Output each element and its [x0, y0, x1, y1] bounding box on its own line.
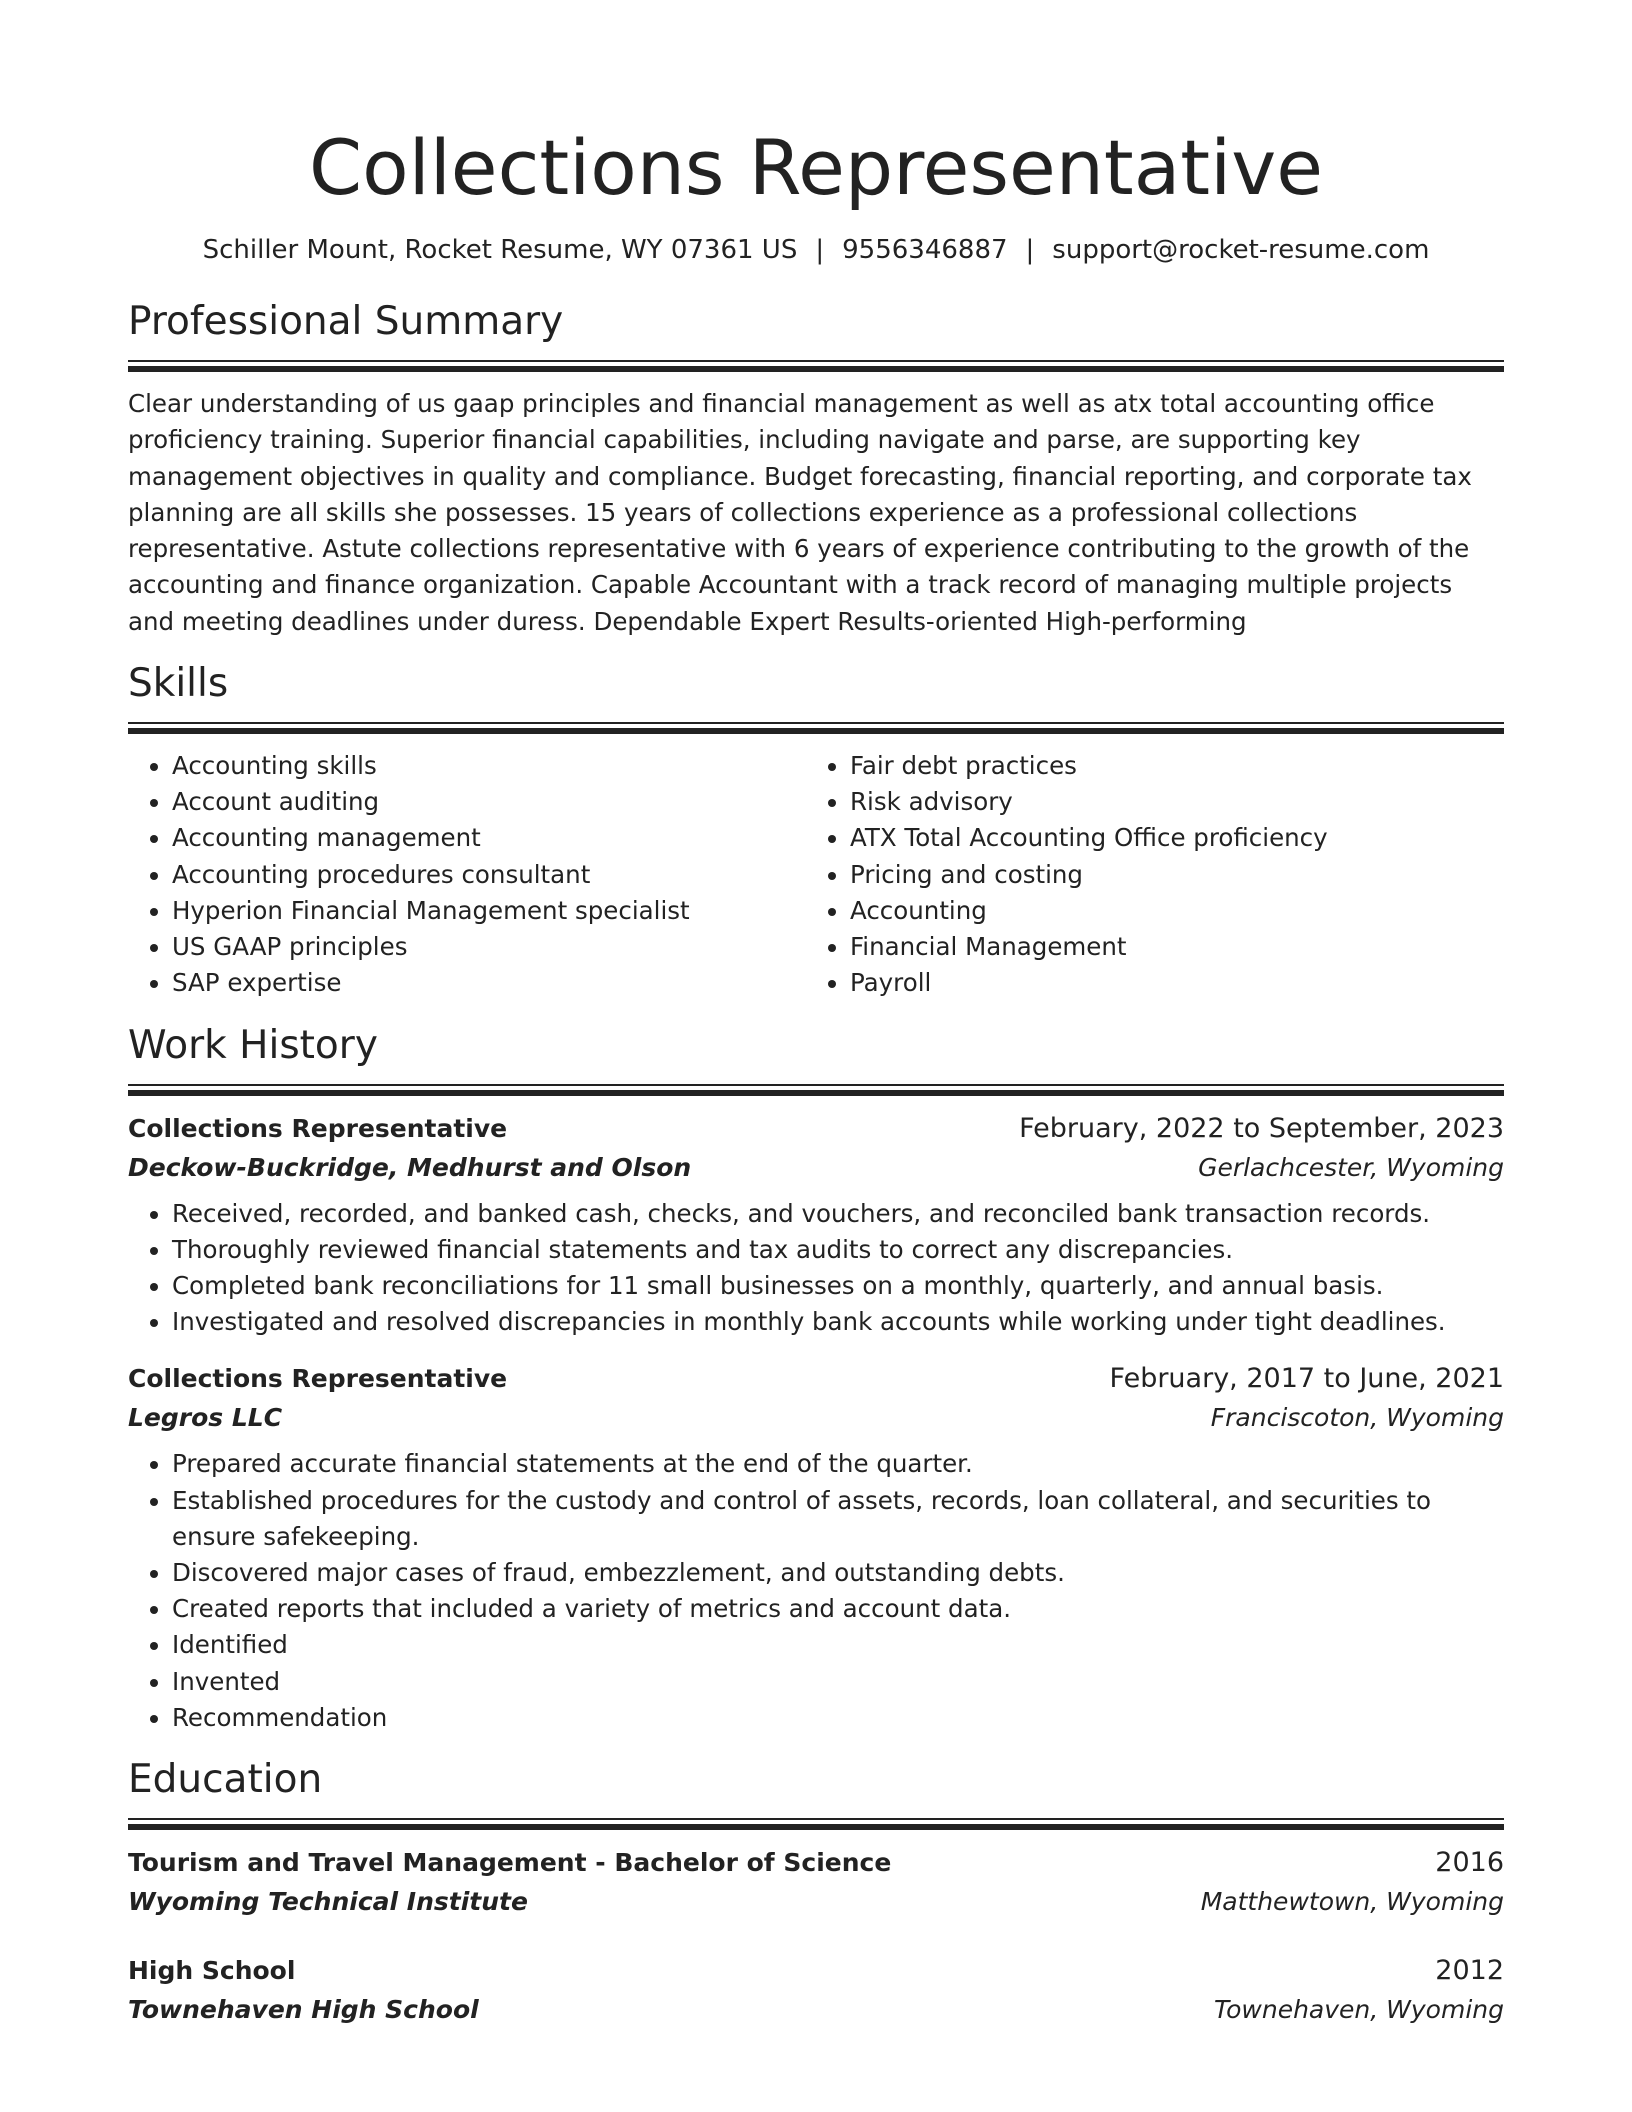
section-title-education: Education [128, 1756, 323, 1802]
job-bullet: • Established procedures for the custody and control of assets, records, loan collateral, and securities to ensure safekeeping. [172, 1483, 1504, 1555]
job-company: Legros LLC [128, 1403, 283, 1433]
skill-item: • Accounting management [172, 820, 806, 856]
skill-item: • Fair debt practices [850, 748, 1484, 784]
address: Schiller Mount, Rocket Resume, WY 07361 US [202, 235, 798, 265]
school: Townehaven High School [128, 1994, 479, 2024]
job-bullets [128, 1196, 1504, 1341]
summary-section [128, 296, 1504, 640]
degree: Tourism and Travel Management - Bachelor of Science [128, 1847, 892, 1877]
section-title-summary: Professional Summary [128, 299, 564, 344]
education-header-row [128, 1844, 1504, 1882]
resume-page [128, 0, 1504, 2030]
section-title-work: Work History [128, 1022, 378, 1068]
contact-separator: | [815, 235, 825, 265]
contact-line [128, 232, 1504, 268]
job-bullet: • Invented [172, 1664, 1504, 1700]
skills-list-left [128, 748, 806, 1001]
job-location: Franciscoton, Wyoming [1210, 1403, 1504, 1433]
job-dates: February, 2017 to June, 2021 [1109, 1363, 1504, 1395]
skills-list-right [806, 748, 1484, 1001]
job-company-row [128, 1398, 1504, 1438]
skill-item: • Hyperion Financial Management specialist [172, 893, 806, 929]
resume-name: Collections Representative [309, 123, 1323, 212]
skill-item: • Account auditing [172, 784, 806, 820]
job-bullet: • Recommendation [172, 1700, 1504, 1736]
job-bullet: • Created reports that included a variety of metrics and account data. [172, 1591, 1504, 1627]
section-divider [128, 1084, 1504, 1096]
section-divider [128, 722, 1504, 734]
skill-item: • ATX Total Accounting Office proficiency [850, 820, 1484, 856]
job-bullet: • Investigated and resolved discrepancies in monthly bank accounts while working under tight deadlines. [172, 1304, 1504, 1340]
section-divider [128, 360, 1504, 372]
job-title: Collections Representative [128, 1113, 508, 1143]
graduation-year: 2012 [1435, 1954, 1504, 1986]
phone: 9556346887 [842, 235, 1008, 265]
skills-columns [128, 748, 1504, 1001]
job-header-row [128, 1360, 1504, 1398]
job-bullet: • Completed bank reconciliations for 11 small businesses on a monthly, quarterly, and annual basis. [172, 1268, 1504, 1304]
summary-text: Clear understanding of us gaap principles and financial management as well as atx total accounting office proficiency training. Superior financial capabilities, including navigate and parse, are supporting key management objectives in quality and compliance. Budget forecasting, financial reporting, and corporate tax planning are all skills she possesses. 15 years of collections experience as a professional collections representative. Astute collections representative with 6 years of experience contributing to the growth of the accounting and finance organization. Capable Accountant with a track record of managing multiple projects and meeting deadlines under duress. Dependable Expert Results-oriented High-performing [128, 389, 1472, 636]
degree: High School [128, 1955, 296, 1985]
skill-item: • Risk advisory [850, 784, 1484, 820]
skill-item: • US GAAP principles [172, 929, 806, 965]
section-divider [128, 1818, 1504, 1830]
job-entry [128, 1360, 1504, 1736]
job-bullet: • Prepared accurate financial statements at the end of the quarter. [172, 1446, 1504, 1482]
skill-item: • Pricing and costing [850, 857, 1484, 893]
job-entry [128, 1110, 1504, 1341]
school: Wyoming Technical Institute [128, 1886, 528, 1916]
job-bullet: • Discovered major cases of fraud, embezzlement, and outstanding debts. [172, 1555, 1504, 1591]
skill-item: • Financial Management [850, 929, 1484, 965]
section-title-skills: Skills [128, 661, 229, 707]
job-bullet: • Identified [172, 1627, 1504, 1663]
job-dates: February, 2022 to September, 2023 [1019, 1112, 1504, 1144]
skill-item: • SAP expertise [172, 965, 806, 1001]
skill-item: • Accounting procedures consultant [172, 857, 806, 893]
education-school-row [128, 1990, 1504, 2030]
school-location: Townehaven, Wyoming [1213, 1994, 1504, 2024]
education-section [128, 1754, 1504, 2030]
work-section [128, 1020, 1504, 1736]
education-header-row [128, 1952, 1504, 1990]
education-entry [128, 1952, 1504, 2030]
job-location: Gerlachcester, Wyoming [1198, 1152, 1504, 1182]
graduation-year: 2016 [1435, 1846, 1504, 1878]
skill-item: • Accounting skills [172, 748, 806, 784]
contact-separator: | [1025, 235, 1035, 265]
education-entry [128, 1844, 1504, 1922]
education-school-row [128, 1882, 1504, 1922]
job-company-row [128, 1148, 1504, 1188]
job-header-row [128, 1110, 1504, 1148]
skills-section [128, 658, 1504, 1001]
job-title: Collections Representative [128, 1364, 508, 1394]
email-link[interactable]: support@rocket-resume.com [1052, 235, 1430, 265]
job-bullet: • Thoroughly reviewed financial statements and tax audits to correct any discrepancies. [172, 1232, 1504, 1268]
school-location: Matthewtown, Wyoming [1200, 1886, 1504, 1916]
job-bullet: • Received, recorded, and banked cash, checks, and vouchers, and reconciled bank transaction records. [172, 1196, 1504, 1232]
skill-item: • Accounting [850, 893, 1484, 929]
skill-item: • Payroll [850, 965, 1484, 1001]
job-bullets [128, 1446, 1504, 1736]
job-company: Deckow-Buckridge, Medhurst and Olson [128, 1152, 692, 1182]
